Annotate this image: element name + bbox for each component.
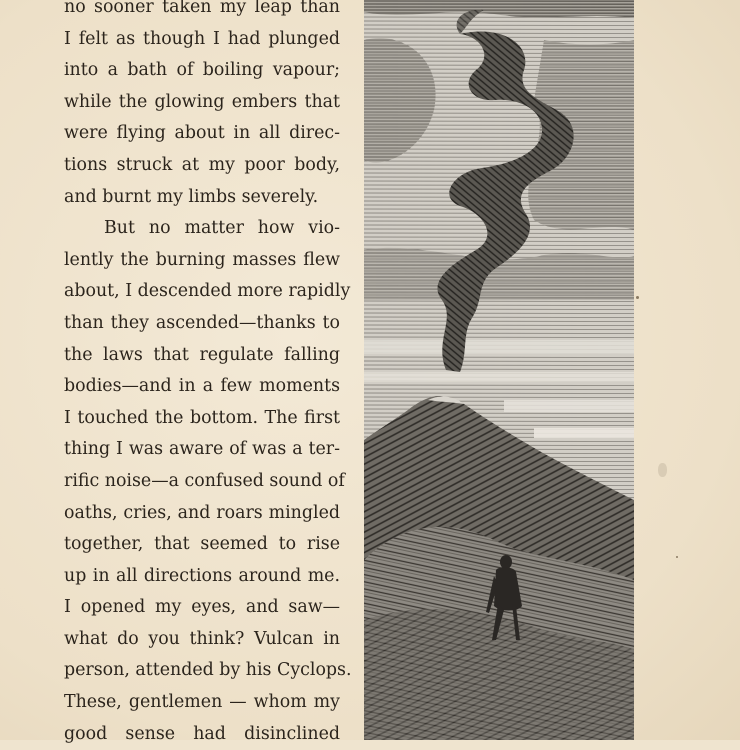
text-line: up in all directions around me. (64, 565, 340, 586)
text-line: about, I descended more rapidly (64, 281, 351, 302)
text-line: were flying about in all direc- (64, 123, 340, 144)
text-line: rific noise—a confused sound of (64, 470, 345, 491)
paper-speck (636, 296, 639, 299)
text-line: thing I was aware of was a ter- (64, 439, 340, 460)
text-line: together, that seemed to rise (64, 534, 340, 555)
volcano-engraving (364, 0, 634, 740)
text-line: no sooner taken my leap than (64, 0, 340, 17)
text-line: tions struck at my poor body, (64, 154, 340, 175)
paper-speck (676, 556, 678, 558)
text-line: good sense had disinclined (64, 723, 340, 744)
paragraph-start-line: But no matter how vio- (104, 218, 340, 239)
text-line: I felt as though I had plunged (64, 28, 340, 49)
text-line: person, attended by his Cyclops. (64, 660, 352, 681)
text-line: lently the burning masses flew (64, 249, 340, 270)
text-line: into a bath of boiling vapour; (64, 60, 340, 81)
text-line: than they ascended—thanks to (64, 312, 340, 333)
text-line: oaths, cries, and roars mingled (64, 502, 340, 523)
text-line: I touched the bottom. The first (64, 407, 340, 428)
text-line: These, gentlemen — whom my (64, 692, 340, 713)
body-text-column (64, 0, 352, 750)
text-line: and burnt my limbs severely. (64, 186, 319, 207)
paper-speck (658, 463, 667, 477)
text-line: I opened my eyes, and saw— (64, 597, 340, 618)
text-line: the laws that regulate falling (64, 344, 340, 365)
text-line: while the glowing embers that (64, 91, 340, 112)
text-line: what do you think? Vulcan in (64, 628, 340, 649)
text-line: bodies—and in a few moments (64, 376, 340, 397)
